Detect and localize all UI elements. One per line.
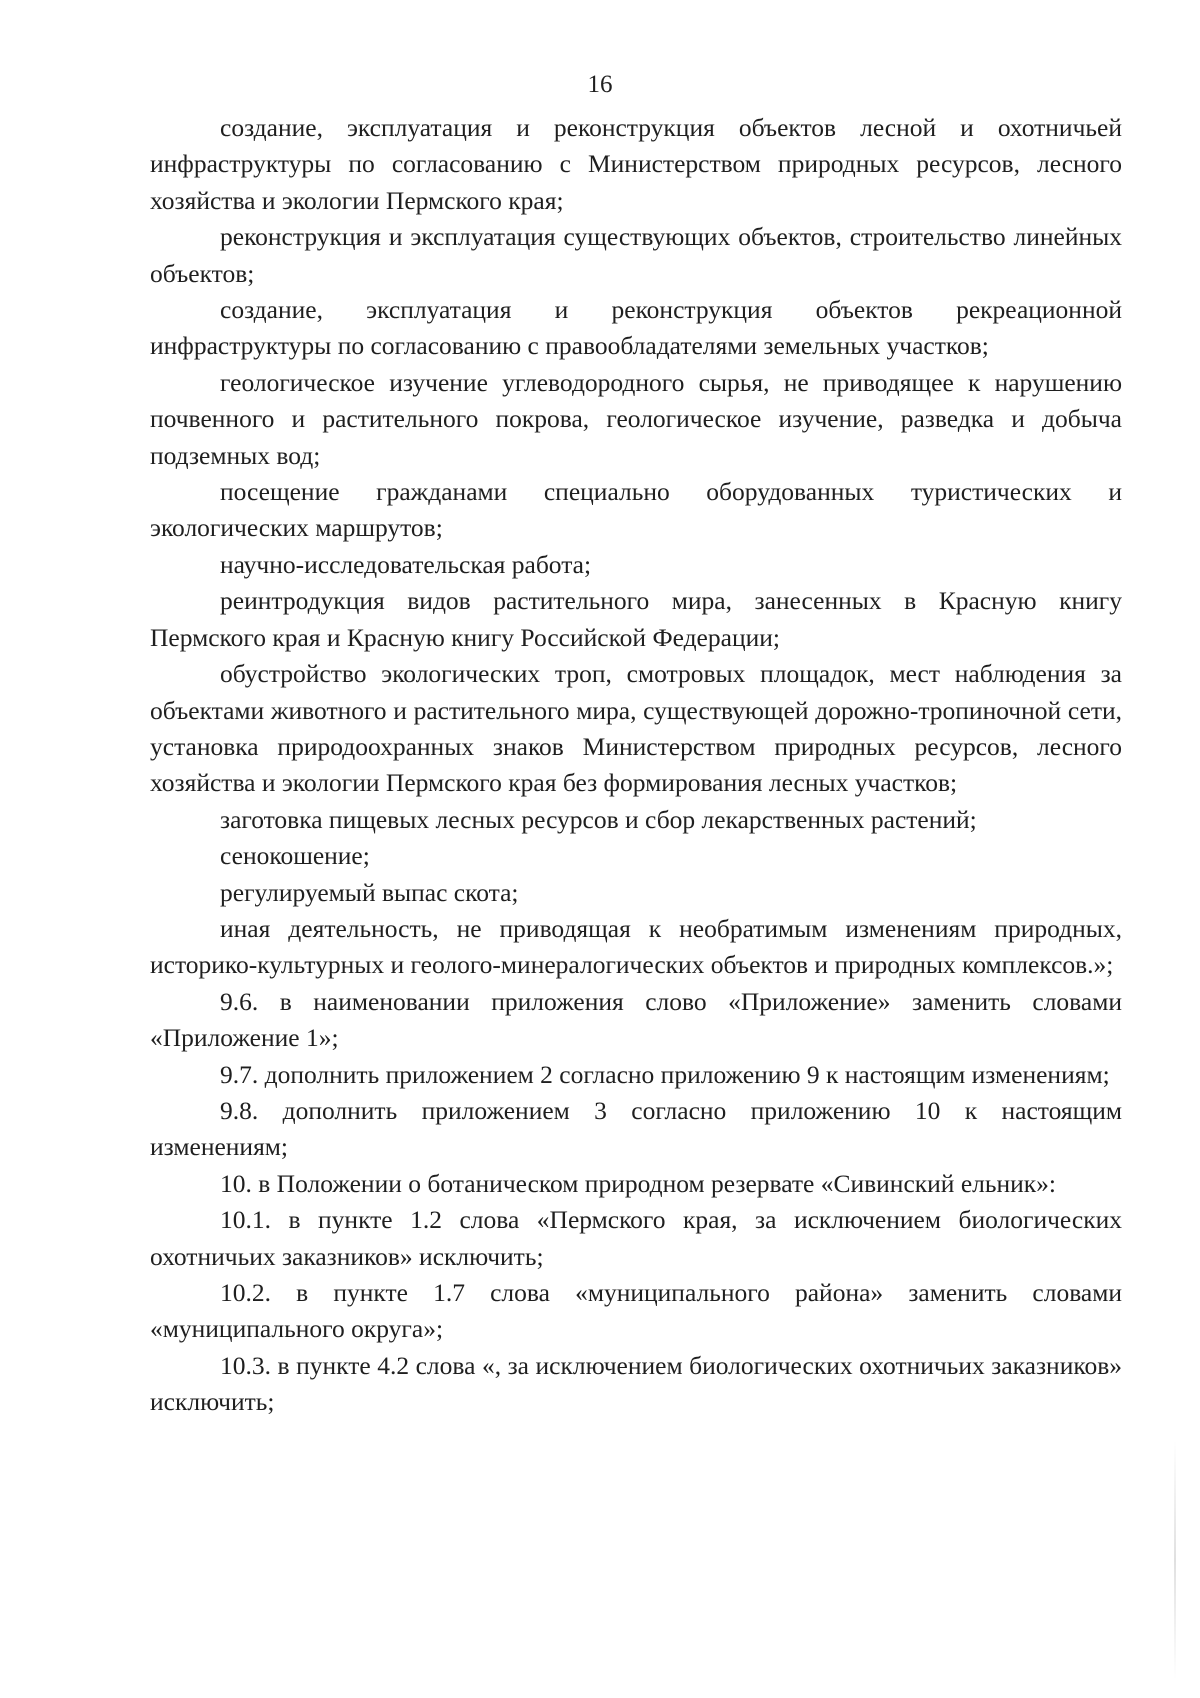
paragraph-food-resources: заготовка пищевых лесных ресурсов и сбор лекарственных растений; [220,804,977,834]
paragraph-item-10: 10. в Положении о ботаническом природном резервате «Сивинский ельник»: [220,1168,1057,1198]
paragraph-reconstruction: реконструкция и эксплуатация существующих объектов, строительство линейных объектов; [150,222,1122,288]
paragraph-geological-study: геологическое изучение углеводородного сырья, не приводящее к нарушению почвенного и растительного покрова, геологическое изучение, разведка и добыча подземных вод; [150,367,1122,470]
paragraph-item-9-6: 9.6. в наименовании приложения слово «Приложение» заменить словами «Приложение 1»; [150,986,1122,1053]
document-body [150,110,1122,1421]
paragraph-item-9-8: 9.8. дополнить приложением 3 согласно приложению 10 к настоящим изменениям; [150,1095,1122,1162]
paragraph-ecological-trails: обустройство экологических троп, смотровых площадок, мест наблюдения за объектами животного и растительного мира, существующей дорожно-тропиночной сети, установка природоохранных знаков Министерством природных ресурсов, лесного хозяйства и экологии Пермского края без формирования лесных участков; [150,659,1122,798]
paragraph-reintroduction: реинтродукция видов растительного мира, занесенных в Красную книгу Пермского края и Красную книгу Российской Федерации; [150,586,1122,652]
paragraph-item-10-1: 10.1. в пункте 1.2 слова «Пермского края, за исключением биологических охотничьих заказников» исключить; [150,1205,1122,1271]
scan-edge-mark [1174,1440,1176,1680]
page-number: 16 [587,71,613,98]
paragraph-item-9-7: 9.7. дополнить приложением 2 согласно приложению 9 к настоящим изменениям; [220,1059,1110,1089]
paragraph-tourist-routes: посещение гражданами специально оборудованных туристических и экологических маршрутов; [150,477,1122,543]
paragraph-haymaking: сенокошение; [220,841,370,871]
paragraph-recreation-infrastructure: создание, эксплуатация и реконструкция объектов рекреационной инфраструктуры по согласованию с правообладателями земельных участков; [150,295,1122,361]
paragraph-item-10-2: 10.2. в пункте 1.7 слова «муниципального района» заменить словами «муниципального округа»; [150,1278,1122,1344]
paragraph-item-10-3: 10.3. в пункте 4.2 слова «, за исключением биологических охотничьих заказников» исключить; [150,1350,1122,1417]
paragraph-research: научно-исследовательская работа; [220,549,592,579]
paragraph-other-activity: иная деятельность, не приводящая к необратимым изменениям природных, историко-культурных и геолого-минералогических объектов и природных комплексов.»; [150,913,1122,980]
paragraph-grazing: регулируемый выпас скота; [220,877,519,907]
paragraph-forest-infrastructure: создание, эксплуатация и реконструкция объектов лесной и охотничьей инфраструктуры по согласованию с Министерством природных ресурсов, лесного хозяйства и экологии Пермского края; [150,113,1122,215]
